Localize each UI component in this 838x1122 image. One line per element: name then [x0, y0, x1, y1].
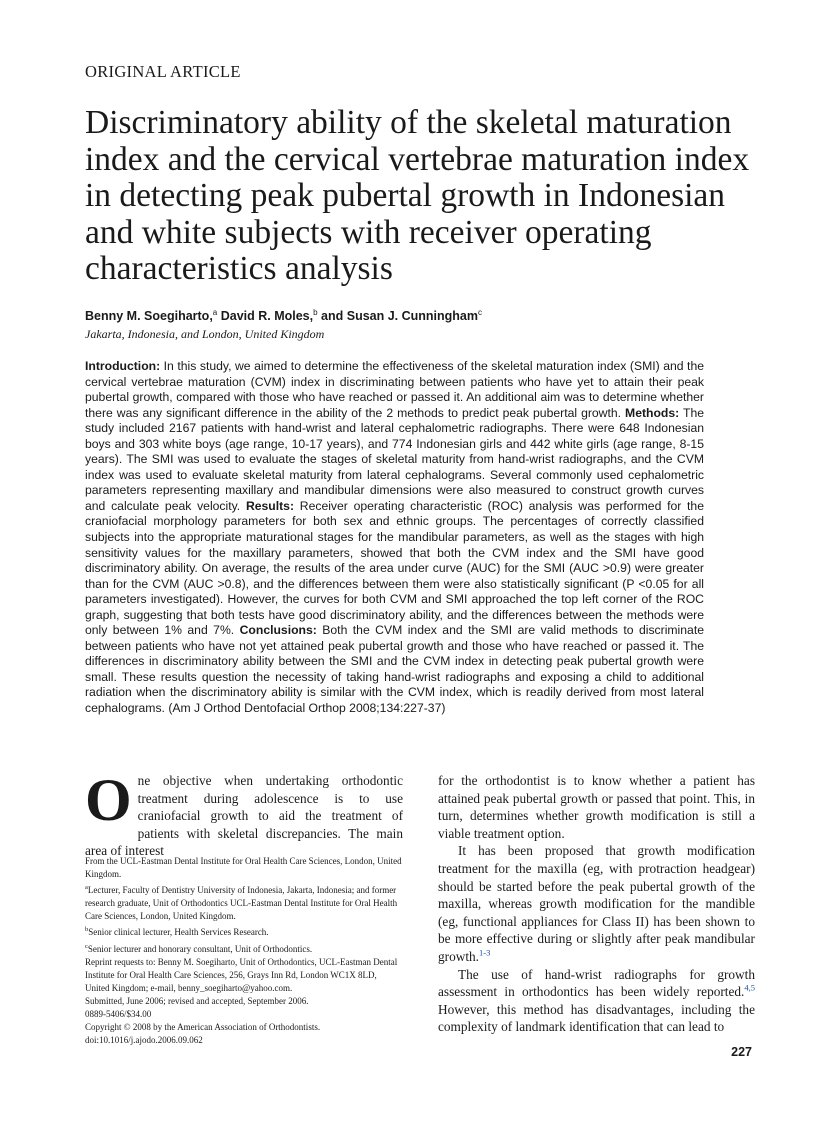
intro-text: ne objective when undertaking orthodontic treatment during adolescence is to use craniofacial growth to aid the treatment of patients with skeletal discrepancies. The main area of interest	[85, 773, 403, 859]
article-title: Discriminatory ability of the skeletal maturation index and the cervical vertebrae maturation index in detecting peak pubertal growth in Indonesian and white subjects with receiver operating characteristics analysis	[85, 104, 750, 287]
abstract-results-label: Results:	[245, 498, 295, 513]
abstract-conclusions-label: Conclusions:	[239, 623, 317, 638]
paragraph-text: However, this method has disadvantages, including the complexity of landmark identification that can lead to	[438, 1001, 755, 1035]
footnote-price: 0889-5406/$34.00	[85, 1009, 152, 1020]
intro-paragraph	[85, 767, 403, 860]
author-conjunction: and	[317, 309, 347, 324]
paragraph-text: It has been proposed that growth modification treatment for the maxilla (eg, with protraction headgear) should be started before the peak pubertal growth of the maxilla, whereas growth modification for the mandible (eg, functional appliances for Class II) has been shown to be more effective during or slightly after peak mandibular growth.	[438, 843, 755, 964]
author-locations: Jakarta, Indonesia, and London, United Kingdom	[85, 327, 325, 341]
section-label: ORIGINAL ARTICLE	[85, 62, 241, 81]
left-column	[85, 767, 403, 860]
paragraph-text: The use of hand-wrist radiographs for growth assessment in orthodontics has been widely reported.	[438, 966, 755, 1000]
author-affiliation-mark: c	[478, 308, 482, 317]
author-name: Susan J. Cunningham	[346, 309, 478, 324]
reference-link[interactable]: 1-3	[479, 947, 491, 958]
footnote-mark: c	[85, 942, 88, 950]
footnote-c-text: Senior lecturer and honorary consultant, Unit of Orthodontics.	[87, 943, 313, 954]
abstract-conclusions-text: Both the CVM index and the SMI are valid methods to discriminate between patients who have not yet attained peak pubertal growth and those who have reached or passed it. The differences in discriminatory ability between the SMI and the CVM index in detecting peak pubertal growth were small. These results question the necessity of taking hand-wrist radiographs and exposing a child to additional radiation when the discriminatory ability is similar with the CVM index, which is readily derived from most lateral cephalograms. (Am J Orthod Dentofacial Orthop 2008;134:227-37)	[85, 623, 704, 716]
footnote-submitted: Submitted, June 2006; revised and accepted, September 2006.	[85, 995, 309, 1006]
author-name: Benny M. Soegiharto,	[85, 309, 213, 324]
footnote-doi: doi:10.1016/j.ajodo.2006.09.062	[85, 1035, 203, 1046]
body-paragraph	[438, 966, 755, 1036]
footnote-b	[85, 923, 403, 939]
footnote-a-text: Lecturer, Faculty of Dentistry University of Indonesia, Jakarta, Indonesia; and former research graduate, Unit of Orthodontics UCL-Eastman Dental Institute for Oral Health Care Sciences, London, United Kingdom.	[85, 885, 398, 922]
footnote-copyright: Copyright © 2008 by the American Association of Orthodontists.	[85, 1022, 321, 1033]
body-paragraph: for the orthodontist is to know whether a patient has attained peak pubertal growth or passed that point. This, in turn, determines whether growth modification is still a viable treatment option.	[438, 773, 755, 841]
footnote-from: From the UCL-Eastman Dental Institute for Oral Health Care Sciences, London, United Kingdom.	[85, 856, 402, 880]
abstract-methods-text: The study included 2167 patients with hand-wrist and lateral cephalometric radiographs. There were 648 Indonesian boys and 303 white boys (age range, 10-17 years), and 774 Indonesian girls and 442 white girls (age range, 8-15 years). The SMI was used to evaluate the stages of skeletal maturity from hand-wrist radiographs, and the CVM index was used to evaluate skeletal maturity from lateral cephalograms. Several commonly used cephalometric parameters representing maxillary and mandibular dimensions were also measured to construct growth curves and calculate peak velocity.	[85, 405, 705, 513]
page-number: 227	[731, 1045, 752, 1059]
footnote-a	[85, 881, 403, 923]
body-paragraph	[438, 842, 755, 965]
footnotes	[85, 855, 403, 1047]
author-affiliation-mark: a	[212, 308, 218, 317]
footnote-mark: a	[85, 884, 88, 892]
footnote-mark: b	[85, 926, 89, 934]
right-column	[438, 772, 755, 1036]
footnote-reprint: Reprint requests to: Benny M. Soegiharto, Unit of Orthodontics, UCL-Eastman Dental Institute for Oral Health Care Sciences, 256, Grays Inn Rd, London WC1X 8LD, United Kingdom; e-mail, benny_soegiharto@yahoo.com.	[85, 956, 398, 993]
footnote-b-text: Senior clinical lecturer, Health Services Research.	[88, 927, 269, 938]
drop-cap: O	[85, 767, 132, 833]
abstract-intro-label: Introduction:	[85, 359, 161, 373]
author-list	[85, 308, 482, 323]
abstract	[85, 359, 704, 717]
author-name: David R. Moles,	[217, 309, 314, 324]
abstract-results-text: Receiver operating characteristic (ROC) analysis was performed for the craniofacial morphology parameters for both sex and ethnic groups. The percentages of correctly classified subjects into the appropriate maturational stages for the mandibular parameters, as well as the stages with high sensitivity values for the maxillary parameters, showed that both the CVM index and the SMI have good discriminatory ability. On average, the results of the area under curve (AUC) for the SMI (AUC >0.9) were greater than for the CVM (AUC >0.8), and the differences between them were also statistically significant (P <0.05 for all parameters investigated). However, the curves for both CVM and SMI approached the top left corner of the ROC graph, suggesting that both tests have good discriminatory ability, and the differences between the methods were only between 1% and 7%.	[85, 498, 704, 638]
footnote-c	[85, 940, 403, 956]
reference-link[interactable]: 4,5	[744, 982, 755, 993]
abstract-methods-label: Methods:	[625, 405, 680, 420]
abstract-intro-text: In this study, we aimed to determine the effectiveness of the skeletal maturation index (SMI) and the cervical vertebrae maturation (CVM) index in discriminating between patients who have yet to attain their peak pubertal growth, compared with those who have reached or passed it. An additional aim was to determine whether there was any significant difference in the ability of the 2 methods to predict peak pubertal growth.	[85, 359, 704, 420]
author-affiliation-mark: b	[313, 308, 318, 317]
